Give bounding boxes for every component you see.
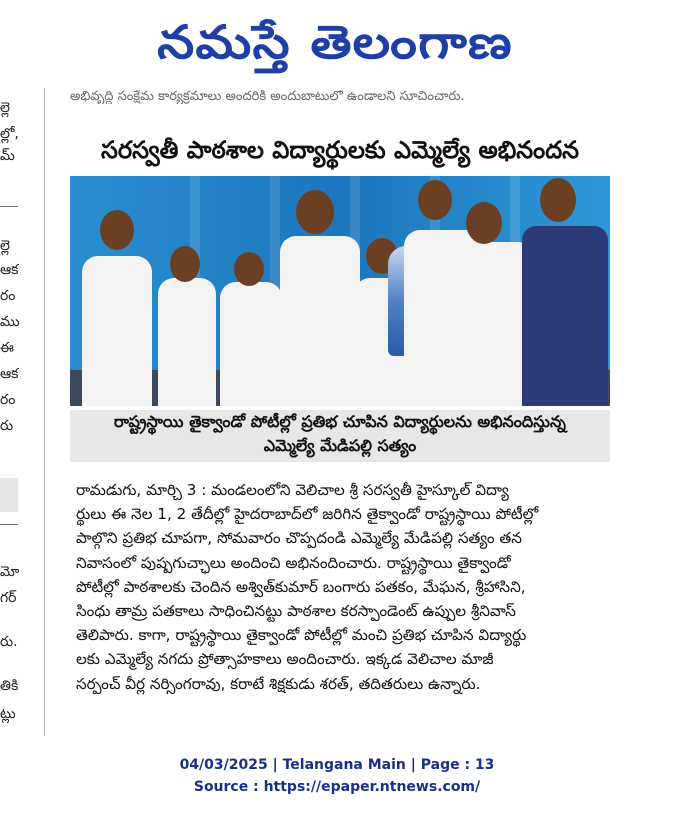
article-line: రామడుగు, మార్చి 3 : మండలంలోని వెలిచాల శ్రీ సరస్వతీ హైస్కూల్ విద్యా (76, 481, 509, 499)
student-figure (82, 256, 152, 406)
caption-line-1: రాష్ట్రస్థాయి తైక్వాండో పోటీల్లో ప్రతిభ చూపిన విద్యార్థులను అభినందిస్తున్న (114, 412, 566, 431)
column-divider (44, 88, 45, 736)
left-fragment: ల్లె (0, 100, 10, 116)
article-line: లకు ఎమ్మెల్యే నగదు ప్రోత్సాహకాలు అందించారు. ఇక్కడ వెలిచాల మాజీ (76, 650, 494, 669)
mla-head (296, 190, 334, 234)
student-figure (158, 278, 216, 406)
article-line: పోటీల్లో పాఠశాలకు చెందిన అశ్విత్‌కుమార్ బంగారు పతకం, మేఘన, శ్రీహాసిని, (76, 577, 526, 596)
left-fragment: ఈ (0, 340, 14, 356)
page-footer (0, 754, 674, 798)
article-line: ర్థులు ఈ నెల 1, 2 తేదీల్లో హైదరాబాద్‌లో జరిగిన తైక్వాండో రాష్ట్రస్థాయి పోటీల్లో (76, 505, 539, 524)
article-line: సింధు తామ్ర పతకాలు సాధించినట్టు పాఠశాల కరస్పాండెంట్ ఉప్పుల శ్రీనివాస్ (76, 602, 516, 621)
article-line: సర్పంచ్ వీర్ల నర్సింగరావు, కరాటే శిక్షకుడు శరత్, తదితరులు ఉన్నారు. (76, 674, 481, 693)
footer-source: Source : https://epaper.ntnews.com/ (193, 779, 481, 795)
student-head (100, 210, 134, 250)
left-fragment: రం (0, 288, 16, 304)
left-rule (0, 524, 18, 525)
footer-edition-info: 04/03/2025 | Telangana Main | Page : 13 (179, 757, 495, 773)
left-fragment: రు. (0, 634, 18, 650)
left-fragment: మో (0, 564, 20, 580)
masthead (0, 0, 674, 86)
student-head (234, 252, 264, 286)
left-rule (0, 206, 18, 207)
left-fragment: తికి (0, 678, 19, 694)
person-head (466, 202, 502, 244)
student-head (170, 246, 200, 282)
left-shaded-box (0, 478, 18, 512)
caption-line-2: ఎమ్మెల్యే మేడిపల్లి సత్యం (263, 436, 417, 455)
left-fragment: ల్లె (0, 238, 10, 254)
left-fragment: మ్ (0, 148, 15, 164)
left-fragment: ఆక (0, 262, 19, 278)
left-fragment: రం (0, 392, 16, 408)
left-fragment: రు (0, 418, 14, 434)
left-column-fragments (0, 92, 22, 732)
newspaper-photo (70, 176, 610, 406)
masthead-title: నమస్తే తెలంగాణ (157, 15, 513, 69)
left-fragment: ము (0, 314, 20, 330)
partial-text-line: అభివృద్ధి సంక్షేమ కార్యక్రమాలు అందరికీ అందుబాటులో ఉండాలని సూచించారు. (70, 90, 465, 104)
headline: సరస్వతీ పాఠశాల విద్యార్థులకు ఎమ్మెల్యే అభినందన (100, 136, 580, 164)
article-line: తెలిపారు. కాగా, రాష్ట్రస్థాయి తైక్వాండో పోటీల్లో మంచి ప్రతిభ చూపిన విద్యార్థు (76, 626, 527, 645)
article-body (76, 478, 606, 728)
left-fragment: ట్లు (0, 706, 16, 722)
article-line: నివాసంలో పుష్పగుచ్ఛాలు అందించి అభినందించారు. రాష్ట్రస్థాయి తైక్వాండో (76, 553, 511, 572)
coach-figure (522, 226, 608, 406)
person-head (418, 180, 452, 220)
left-fragment: గర్ (0, 590, 17, 606)
student-figure (220, 282, 282, 406)
left-fragment: ల్లో, (0, 126, 19, 142)
article-line: పాల్గొని ప్రతిభ చూపగా, సోమవారం చొప్పదండి ఎమ్మెల్యే మేడిపల్లి సత్యం తన (76, 529, 522, 548)
mla-figure (280, 236, 360, 406)
left-fragment: ఆక (0, 366, 19, 382)
coach-head (540, 178, 576, 222)
photo-caption (70, 410, 610, 462)
